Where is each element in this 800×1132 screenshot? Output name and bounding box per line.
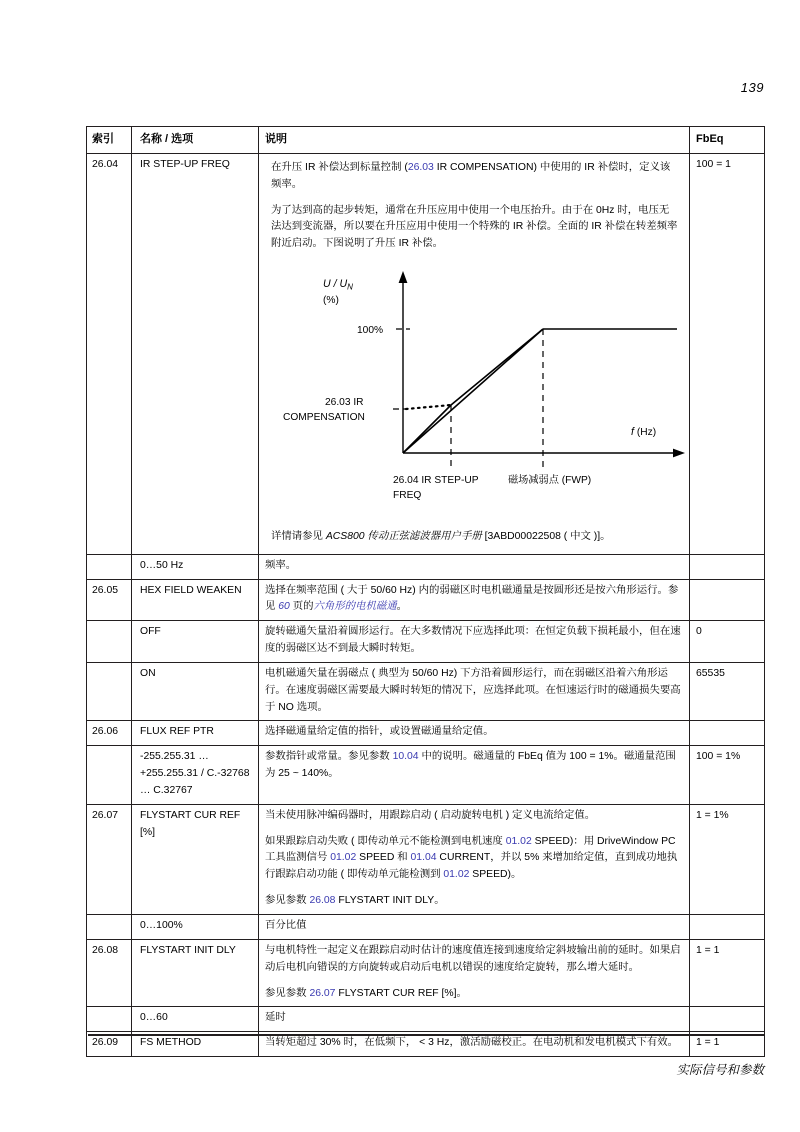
param-index xyxy=(87,1007,132,1032)
param-description: 电机磁通矢量在弱磁点 ( 典型为 50/60 Hz) 下方沿着圆形运行，而在弱磁区沿着六角形运行。在速度弱磁区需要最大瞬时转矩的情况下，应选择此项。在恒速运行时的磁通损失要高于 NO 选项。 xyxy=(259,662,690,721)
description-paragraph: 当未使用脉冲编码器时，用跟踪启动 ( 启动旋转电机 ) 定义电流给定值。 xyxy=(265,809,596,821)
description-paragraph: 参见参数 26.08 FLYSTART INIT DLY。 xyxy=(265,895,445,907)
param-description: 选择磁通量给定值的指针，或设置磁通量给定值。 xyxy=(259,721,690,746)
param-fbeq: 1 = 1% xyxy=(690,804,765,914)
param-index xyxy=(87,554,132,579)
param-description xyxy=(259,939,690,1007)
param-fbeq xyxy=(690,1007,765,1032)
param-name: FS METHOD xyxy=(132,1032,259,1057)
y-tick-100: 100% xyxy=(357,325,384,337)
param-index: 26.06 xyxy=(87,721,132,746)
param-fbeq: 1 = 1 xyxy=(690,939,765,1007)
param-option-name: -255.255.31 … +255.255.31 / C.-32768 … C.32767 xyxy=(132,746,259,805)
param-fbeq: 0 xyxy=(690,621,765,663)
param-index: 26.07 xyxy=(87,804,132,914)
param-description xyxy=(259,804,690,914)
cross-reference-01-04[interactable]: 01.04 xyxy=(410,852,437,864)
param-description: 参数指针或常量。参见参数 10.04 中的说明。磁通量的 FbEq 值为 100 = 1%。磁通量范围为 25 ~ 140%。 xyxy=(259,746,690,805)
table-row xyxy=(87,939,765,1007)
cross-reference-26-07[interactable]: 26.07 xyxy=(309,987,336,999)
column-header-name: 名称 / 选项 xyxy=(132,127,259,154)
param-description: 频率。 xyxy=(259,554,690,579)
param-fbeq xyxy=(690,915,765,940)
table-row xyxy=(87,662,765,721)
param-name: HEX FIELD WEAKEN xyxy=(132,579,259,621)
param-description xyxy=(259,153,690,554)
cross-reference-26-08[interactable]: 26.08 xyxy=(309,895,336,907)
param-description: 旋转磁通矢量沿着圆形运行。在大多数情况下应选择此项：在恒定负载下损耗最小，但在速度的弱磁区达不到最大瞬时转矩。 xyxy=(259,621,690,663)
cross-reference-01-02[interactable]: 01.02 xyxy=(330,852,357,864)
x-axis-label: f (Hz) xyxy=(631,426,657,439)
param-fbeq: 65535 xyxy=(690,662,765,721)
y-ref-label-line1: 26.03 IR xyxy=(325,397,364,409)
cross-reference-01-02[interactable]: 01.02 xyxy=(443,869,470,881)
param-description: 选择在频率范围 ( 大于 50/60 Hz) 内的弱磁区时电机磁通量是按圆形还是按六角形运行。参见 60 页的六角形的电机磁通。 xyxy=(259,579,690,621)
param-fbeq: 1 = 1 xyxy=(690,1032,765,1057)
param-option-name: 0…100% xyxy=(132,915,259,940)
table-row xyxy=(87,153,765,554)
table-row xyxy=(87,915,765,940)
param-name: FLYSTART INIT DLY xyxy=(132,939,259,1007)
description-paragraph: 在升压 IR 补偿达到标量控制 (26.03 IR COMPENSATION) 中使用的 IR 补偿时，定义该频率。 xyxy=(271,161,671,190)
cross-reference-hex-flux[interactable]: 六角形的电机磁通 xyxy=(313,601,397,613)
table-row xyxy=(87,721,765,746)
param-description: 百分比值 xyxy=(259,915,690,940)
param-option-name: 0…50 Hz xyxy=(132,554,259,579)
param-description: 延时 xyxy=(259,1007,690,1032)
table-row xyxy=(87,1007,765,1032)
param-fbeq: 100 = 1 xyxy=(690,153,765,554)
param-index xyxy=(87,621,132,663)
x-tick1-line1: 26.04 IR STEP-UP xyxy=(393,475,479,487)
param-name: FLYSTART CUR REF [%] xyxy=(132,804,259,914)
table-row xyxy=(87,554,765,579)
description-paragraph: 与电机特性一起定义在跟踪启动时估计的速度值连接到速度给定斜坡输出前的延时。如果启动后电机向错误的方向旋转或启动后电机以错误的速度给定旋转，那么增大延时。 xyxy=(265,944,681,973)
param-index xyxy=(87,915,132,940)
column-header-index: 索引 xyxy=(87,127,132,154)
cross-reference-26-03[interactable]: 26.03 xyxy=(407,161,434,173)
param-index xyxy=(87,662,132,721)
figure-note: 详情请参见 ACS800 传动正弦滤波器用户手册 [3ABD00022508 ( 中文 )]。 xyxy=(271,531,611,543)
column-header-description: 说明 xyxy=(259,127,690,154)
param-index xyxy=(87,746,132,805)
footer-label: 实际信号和参数 xyxy=(676,1063,764,1077)
param-fbeq: 100 = 1% xyxy=(690,746,765,805)
param-option-name: 0…60 xyxy=(132,1007,259,1032)
param-index: 26.04 xyxy=(87,153,132,554)
parameter-table xyxy=(86,126,765,1057)
cross-reference-01-02[interactable]: 01.02 xyxy=(505,835,532,847)
x-tick1-line2: FREQ xyxy=(393,490,422,502)
param-description: 当转矩超过 30% 时，在低频下， < 3 Hz，激活励磁校正。在电动机和发电机模式下有效。 xyxy=(259,1032,690,1057)
table-row xyxy=(87,804,765,914)
voltage-frequency-chart xyxy=(265,257,695,525)
page-number: 139 xyxy=(740,80,764,95)
column-header-fbeq: FbEq xyxy=(690,127,765,154)
cross-reference-10-04[interactable]: 10.04 xyxy=(392,751,419,763)
description-paragraph: 参见参数 26.07 FLYSTART CUR REF [%]。 xyxy=(265,987,467,999)
param-fbeq xyxy=(690,554,765,579)
param-index: 26.05 xyxy=(87,579,132,621)
x-tick2-label: 磁场减弱点 (FWP) xyxy=(508,475,592,487)
cross-reference-page-60[interactable]: 60 xyxy=(278,601,290,613)
y-ref-label-line2: COMPENSATION xyxy=(283,412,365,424)
y-axis-unit: (%) xyxy=(323,295,339,307)
description-paragraph: 如果跟踪启动失败 ( 即传动单元不能检测到电机速度 01.02 SPEED)：用 DriveWindow PC 工具监测信号 01.02 SPEED 和 01.04 CURRENT，并以 5% 来增加给定值，直到成功地执行跟踪启动功能 ( 即传动单元能检测到 01.02 SPEED)。 xyxy=(265,835,678,881)
param-name: IR STEP-UP FREQ xyxy=(132,153,259,554)
param-option-name: ON xyxy=(132,662,259,721)
param-index: 26.08 xyxy=(87,939,132,1007)
ir-compensation-figure xyxy=(265,257,684,525)
table-header-row xyxy=(87,127,765,154)
param-fbeq xyxy=(690,721,765,746)
param-fbeq xyxy=(690,579,765,621)
table-row xyxy=(87,621,765,663)
manual-title: ACS800 传动正弦滤波器用户手册 xyxy=(325,531,482,543)
footer-divider xyxy=(88,1034,764,1036)
table-row xyxy=(87,746,765,805)
y-axis-label: U / $U_N$ xyxy=(323,278,353,292)
table-row xyxy=(87,579,765,621)
param-name: FLUX REF PTR xyxy=(132,721,259,746)
param-option-name: OFF xyxy=(132,621,259,663)
description-paragraph: 为了达到高的起步转矩，通常在升压应用中使用一个电压抬升。由于在 0Hz 时，电压无法达到变流器，所以要在升压应用中使用一个特殊的 IR 补偿。全面的 IR 补偿在转差频率附近启动。下图说明了升压 IR 补偿。 xyxy=(271,204,678,250)
param-index: 26.09 xyxy=(87,1032,132,1057)
